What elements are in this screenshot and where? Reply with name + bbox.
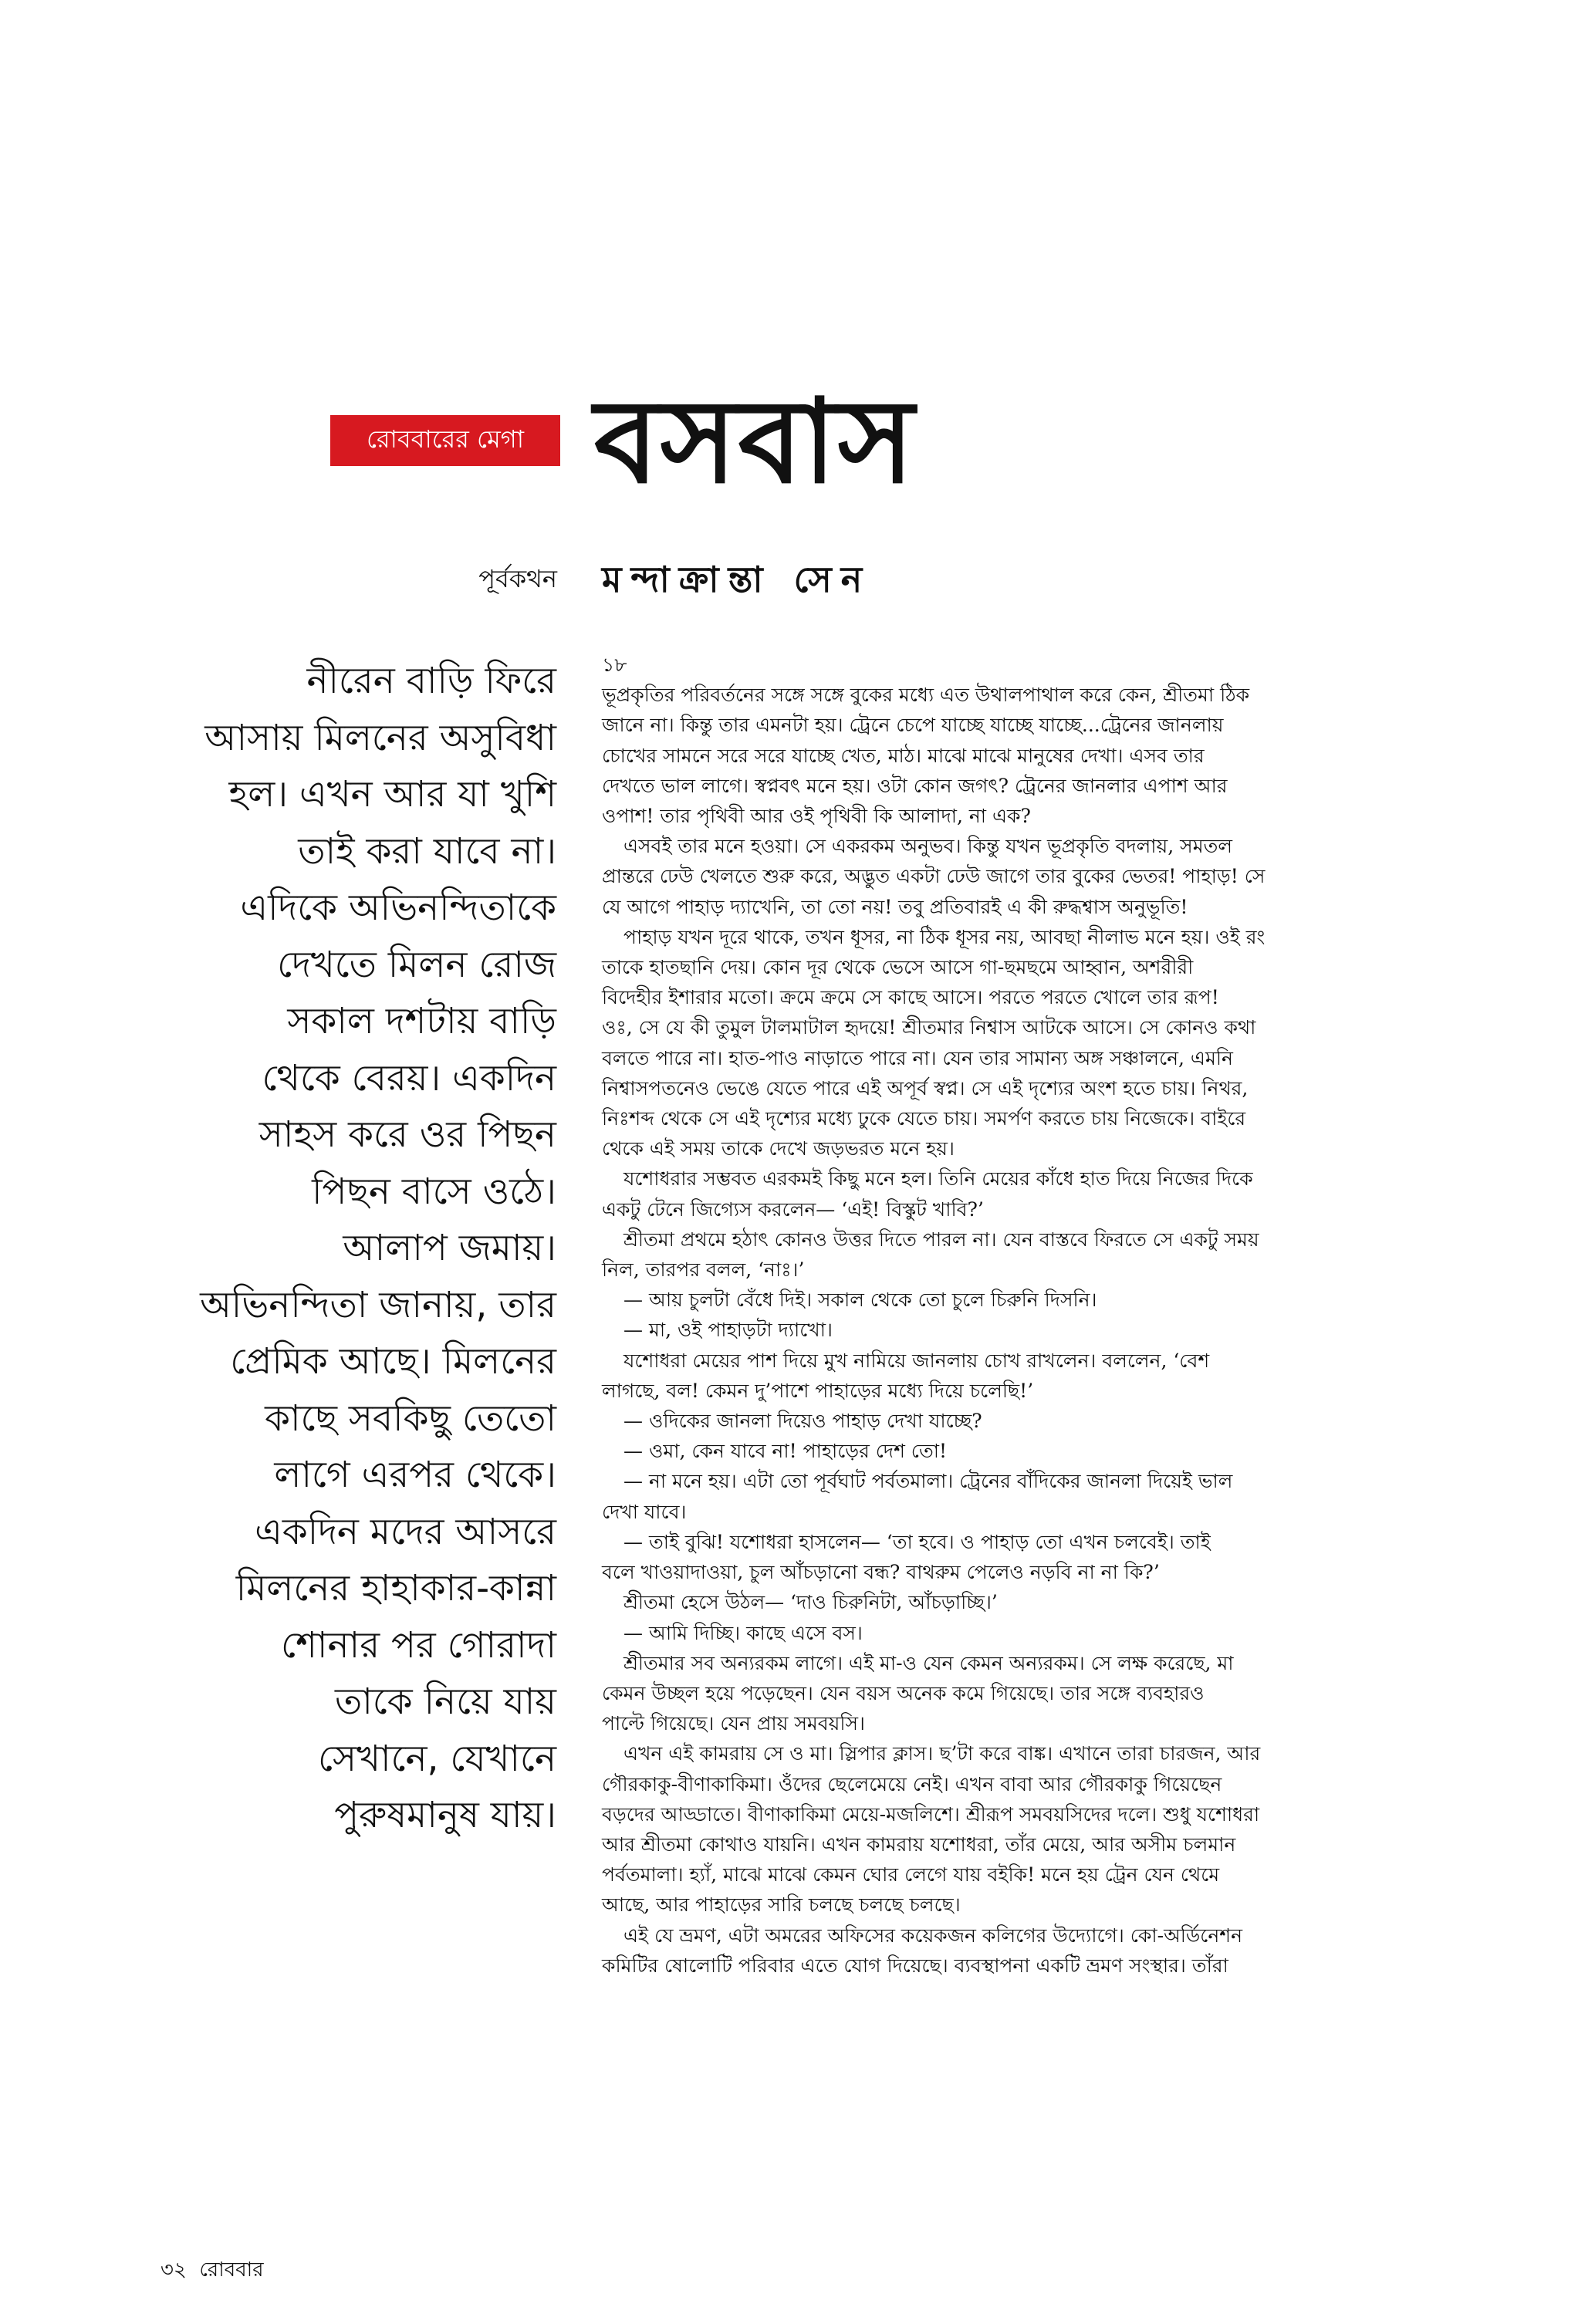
story-line: পাল্টে গিয়েছে। যেন প্রায় সমবয়সি। xyxy=(602,1712,865,1735)
story-line: থেকে এই সময় তাকে দেখে জড়ভরত মনে হয়। xyxy=(602,1137,955,1160)
story-line: দেখতে ভাল লাগে। স্বপ্নবৎ মনে হয়। ওটা কোন জগৎ? ট্রেনের জানলার এপাশ আর xyxy=(602,774,1228,797)
story-line: গৌরকাকু-বীণাকাকিমা। ওঁদের ছেলেমেয়ে নেই। এখন বাবা আর গৌরকাকু গিয়েছেন xyxy=(602,1772,1222,1795)
pullquote-line: লাগে এরপর থেকে। xyxy=(274,1454,556,1496)
story-line: বলতে পারে না। হাত-পাও নাড়াতে পারে না। যেন তার সামান্য অঙ্গ সঞ্চালনে, এমনি xyxy=(602,1046,1233,1069)
story-line: পর্বতমালা। হ্যাঁ, মাঝে মাঝে কেমন ঘোর লেগে যায় বইকি! মনে হয় ট্রেন যেন থেমে xyxy=(602,1863,1220,1887)
pullquote-line: নীরেন বাড়ি ফিরে xyxy=(306,660,556,702)
story-line: — তাই বুঝি! যশোধরা হাসলেন— ‘তা হবে। ও পাহাড় তো এখন চলবেই। তাই xyxy=(623,1530,1211,1553)
pullquote-line: অভিনন্দিতা জানায়, তার xyxy=(200,1283,556,1326)
story-title: বসবাস xyxy=(594,375,916,509)
magazine-name: রোববার xyxy=(199,2258,264,2282)
pullquote-line: প্রেমিক আছে। মিলনের xyxy=(230,1340,556,1383)
story-line: — ওদিকের জানলা দিয়েও পাহাড় দেখা যাচ্ছে? xyxy=(623,1410,982,1433)
pullquote-line: পিছন বাসে ওঠে। xyxy=(312,1170,556,1213)
story-line: ভূপ্রকৃতির পরিবর্তনের সঙ্গে সঙ্গে বুকের মধ্যে এত উথালপাথাল করে কেন, শ্রীতমা ঠিক xyxy=(602,684,1250,707)
pullquote-line: হল। এখন আর যা খুশি xyxy=(228,773,556,816)
story-line: নিল, তারপর বলল, ‘নাঃ।’ xyxy=(602,1258,805,1282)
pullquote-line: সাহস করে ওর পিছন xyxy=(259,1113,556,1156)
story-line: যশোধরার সম্ভবত এরকমই কিছু মনে হল। তিনি মেয়ের কাঁধে হাত দিয়ে নিজের দিকে xyxy=(623,1167,1253,1191)
pullquote-line: আসায় মিলনের অসুবিধা xyxy=(204,716,556,759)
story-line: একটু টেনে জিগ্যেস করলেন— ‘এই! বিস্কুট খাবি?’ xyxy=(602,1197,984,1221)
pullquote-line: তাই করা যাবে না। xyxy=(298,829,556,873)
story-line: জানে না। কিন্তু তার এমনটা হয়। ট্রেনে চেপে যাচ্ছে যাচ্ছে যাচ্ছে...ট্রেনের জানলায় xyxy=(602,714,1224,737)
story-line: শ্রীতমার সব অন্যরকম লাগে। এই মা-ও যেন কেমন অন্যরকম। সে লক্ষ করেছে, মা xyxy=(623,1651,1234,1674)
pullquote-line: সকাল দশটায় বাড়ি xyxy=(287,1000,556,1042)
story-line: — আয় চুলটা বেঁধে দিই। সকাল থেকে তো চুলে চিরুনি দিসনি। xyxy=(623,1289,1097,1312)
story-line: এই যে ভ্রমণ, এটা অমরের অফিসের কয়েকজন কলিগের উদ্যোগে। কো-অর্ডিনেশন xyxy=(623,1924,1242,1947)
pullquote-line: শোনার পর গোরাদা xyxy=(281,1623,556,1667)
story-line: এসবই তার মনে হওয়া। সে একরকম অনুভব। কিন্তু যখন ভূপ্রকৃতি বদলায়, সমতল xyxy=(623,835,1232,858)
pullquote-line: পুরুষমানুষ যায়। xyxy=(334,1794,556,1836)
pullquote-line: মিলনের হাহাকার-কান্না xyxy=(235,1567,556,1610)
author-name: মন্দাক্রান্তা সেন xyxy=(602,559,872,600)
story-line: — না মনে হয়। এটা তো পূর্বঘাট পর্বতমালা। ট্রেনের বাঁদিকের জানলা দিয়েই ভাল xyxy=(623,1470,1233,1493)
story-line: নিশ্বাসপতনেও ভেঙে যেতে পারে এই অপূর্ব স্বপ্ন। সে এই দৃশ্যের অংশ হতে চায়। নিথর, xyxy=(602,1076,1249,1100)
story-line: — আমি দিচ্ছি। কাছে এসে বস। xyxy=(623,1621,863,1644)
story-line: বড়দের আড্ডাতে। বীণাকাকিমা মেয়ে-মজলিশে। শ্রীরূপ সমবয়সিদের দলে। শুধু যশোধরা xyxy=(602,1802,1260,1826)
story-line: ওঃ, সে যে কী তুমুল টালমাটাল হৃদয়ে! শ্রীতমার নিশ্বাস আটকে আসে। সে কোনও কথা xyxy=(602,1016,1256,1039)
story-line: প্রান্তরে ঢেউ খেলতে শুরু করে, অদ্ভুত একটা ঢেউ জাগে তার বুকের ভেতর! পাহাড়! সে xyxy=(602,865,1266,888)
story-line: দেখা যাবে। xyxy=(602,1500,687,1523)
story-line: শ্রীতমা হেসে উঠল— ‘দাও চিরুনিটা, আঁচড়াচ্ছি।’ xyxy=(623,1591,998,1614)
story-body xyxy=(602,650,1455,1981)
story-line: ওপাশ! তার পৃথিবী আর ওই পৃথিবী কি আলাদা, না এক? xyxy=(602,805,1031,828)
pullquote-line: তাকে নিয়ে যায় xyxy=(334,1681,556,1723)
story-line: — মা, ওই পাহাড়টা দ্যাখো। xyxy=(623,1319,833,1342)
pullquote-line: সেখানে, যেখানে xyxy=(317,1737,556,1780)
story-line: কেমন উচ্ছল হয়ে পড়েছেন। যেন বয়স অনেক কমে গিয়েছে। তার সঙ্গে ব্যবহারও xyxy=(602,1681,1205,1704)
pullquote-line: কাছে সবকিছু তেতো xyxy=(265,1397,556,1440)
pullquote-line: থেকে বেরয়। একদিন xyxy=(262,1056,556,1100)
previously-label: পূর্বকথন xyxy=(478,564,557,593)
pullquote-line: দেখতে মিলন রোজ xyxy=(277,943,556,986)
pullquote-line: এদিকে অভিনন্দিতাকে xyxy=(240,887,556,929)
pullquote-line: আলাপ জমায়। xyxy=(343,1227,556,1269)
story-line: আছে, আর পাহাড়ের সারি চলছে চলছে চলছে। xyxy=(602,1893,961,1917)
story-line: এখন এই কামরায় সে ও মা। স্লিপার ক্লাস। ছ’টা করে বাঙ্ক। এখানে তারা চারজন, আর xyxy=(623,1742,1261,1765)
story-line: পাহাড় যখন দূরে থাকে, তখন ধূসর, না ঠিক ধূসর নয়, আবছা নীলাভ মনে হয়। ওই রং xyxy=(623,925,1266,948)
page-footer xyxy=(161,2255,264,2285)
story-line: কমিটির ষোলোটি পরিবার এতে যোগ দিয়েছে। ব্যবস্থাপনা একটি ভ্রমণ সংস্থার। তাঁরা xyxy=(602,1954,1228,1977)
pullquote-line: একদিন মদের আসরে xyxy=(255,1510,556,1553)
story-line: নিঃশব্দ থেকে সে এই দৃশ্যের মধ্যে ঢুকে যেতে চায়। সমর্পণ করতে চায় নিজেকে। বাইরে xyxy=(602,1107,1246,1130)
story-line: যে আগে পাহাড় দ্যাখেনি, তা তো নয়! তবু প্রতিবারই এ কী রুদ্ধশ্বাস অনুভূতি! xyxy=(602,895,1188,918)
story-line: যশোধরা মেয়ের পাশ দিয়ে মুখ নামিয়ে জানলায় চোখ রাখলেন। বললেন, ‘বেশ xyxy=(623,1349,1210,1372)
story-line: তাকে হাতছানি দেয়। কোন দূর থেকে ভেসে আসে গা-ছমছমে আহ্বান, অশরীরী xyxy=(602,956,1194,979)
story-line: শ্রীতমা প্রথমে হঠাৎ কোনও উত্তর দিতে পারল না। যেন বাস্তবে ফিরতে সে একটু সময় xyxy=(623,1228,1259,1251)
page-number: ৩২ xyxy=(161,2258,187,2282)
story-line: বলে খাওয়াদাওয়া, চুল আঁচড়ানো বন্ধ? বাথরুম পেলেও নড়বি না না কি?’ xyxy=(602,1561,1160,1584)
story-line: আর শ্রীতমা কোথাও যায়নি। এখন কামরায় যশোধরা, তাঁর মেয়ে, আর অসীম চলমান xyxy=(602,1833,1236,1856)
story-line: বিদেহীর ইশারার মতো। ক্রমে ক্রমে সে কাছে আসে। পরতে পরতে খোলে তার রূপ! xyxy=(602,986,1219,1009)
section-badge: রোববারের মেগা xyxy=(330,415,560,466)
summary-pullquote xyxy=(124,653,556,1844)
story-line: — ওমা, কেন যাবে না! পাহাড়ের দেশ তো! xyxy=(623,1440,948,1463)
story-line: লাগছে, বল! কেমন দু’পাশে পাহাড়ের মধ্যে দিয়ে চলেছি!’ xyxy=(602,1379,1034,1402)
chapter-number: ১৮ xyxy=(602,654,627,676)
story-line: চোখের সামনে সরে সরে যাচ্ছে খেত, মাঠ। মাঝে মাঝে মানুষের দেখা। এসব তার xyxy=(602,744,1205,767)
